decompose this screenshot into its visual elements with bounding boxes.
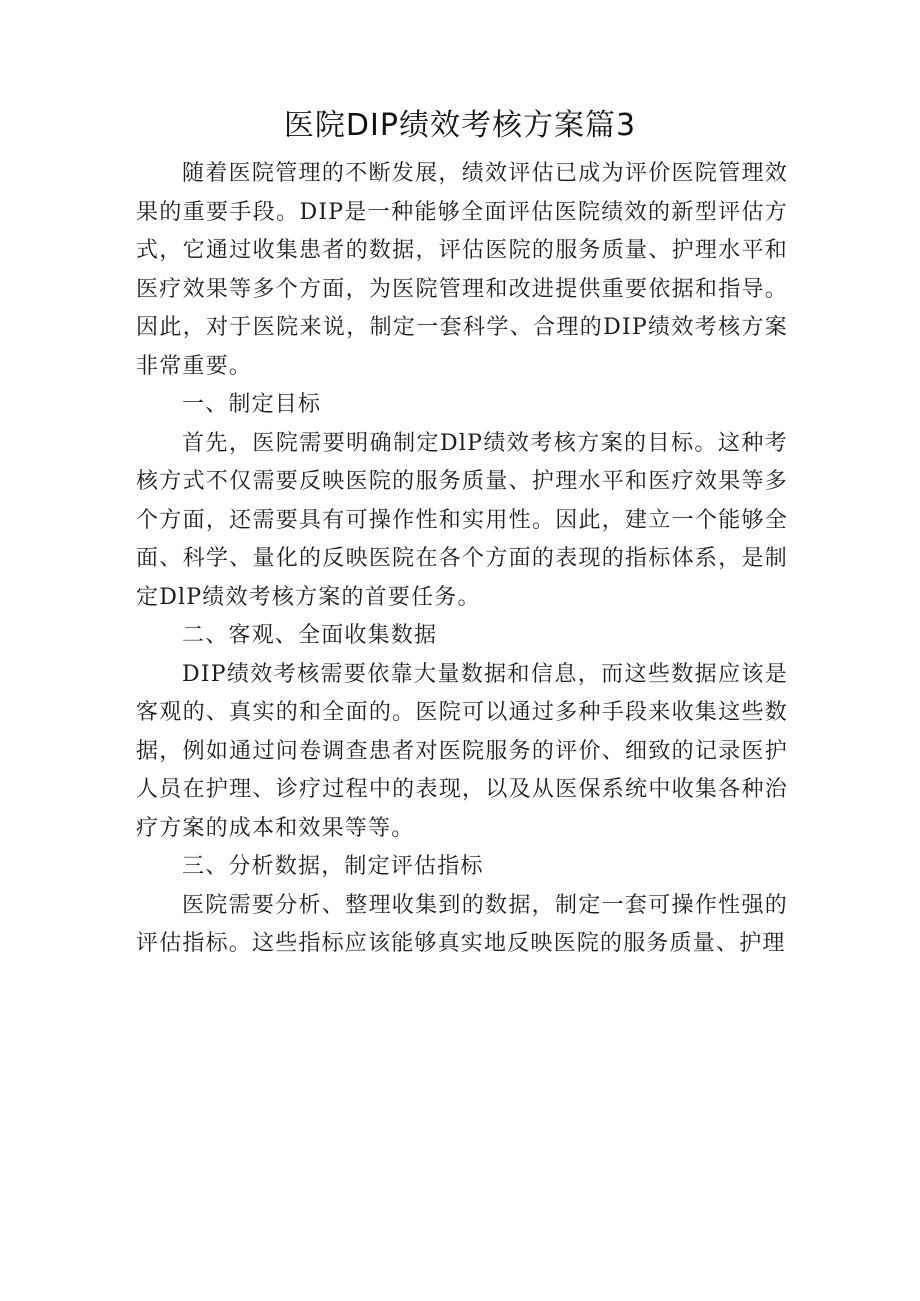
document-body <box>136 155 788 964</box>
section-heading-2: 二、客观、全面收集数据 <box>182 623 438 648</box>
section-heading-3: 三、分析数据，制定评估指标 <box>182 854 484 879</box>
section-2-paragraph: DIP绩效考核需要依靠大量数据和信息，而这些数据应该是客观的、真实的和全面的。医院可以通过多种手段来收集这些数据，例如通过问卷调查患者对医院服务的评价、细致的记录医护人员在护理、诊疗过程中的表现，以及从医保系统中收集各种治疗方案的成本和效果等等。 <box>136 661 788 841</box>
intro-paragraph: 随着医院管理的不断发展，绩效评估已成为评价医院管理效果的重要手段。DIP是一种能够全面评估医院绩效的新型评估方式，它通过收集患者的数据，评估医院的服务质量、护理水平和医疗效果等多个方面，为医院管理和改进提供重要依据和指导。因此，对于医院来说，制定一套科学、合理的DIP绩效考核方案非常重要。 <box>136 161 788 379</box>
document-title: 医院DIP绩效考核方案篇3 <box>283 108 637 143</box>
section-heading-1: 一、制定目标 <box>182 392 322 417</box>
section-3-paragraph: 医院需要分析、整理收集到的数据，制定一套可操作性强的评估指标。这些指标应该能够真实地反映医院的服务质量、护理 <box>136 892 788 956</box>
section-1-paragraph: 首先，医院需要明确制定DlP绩效考核方案的目标。这种考核方式不仅需要反映医院的服务质量、护理水平和医疗效果等多个方面，还需要具有可操作性和实用性。因此，建立一个能够全面、科学、量化的反映医院在各个方面的表现的指标体系，是制定DlP绩效考核方案的首要任务。 <box>136 430 788 610</box>
